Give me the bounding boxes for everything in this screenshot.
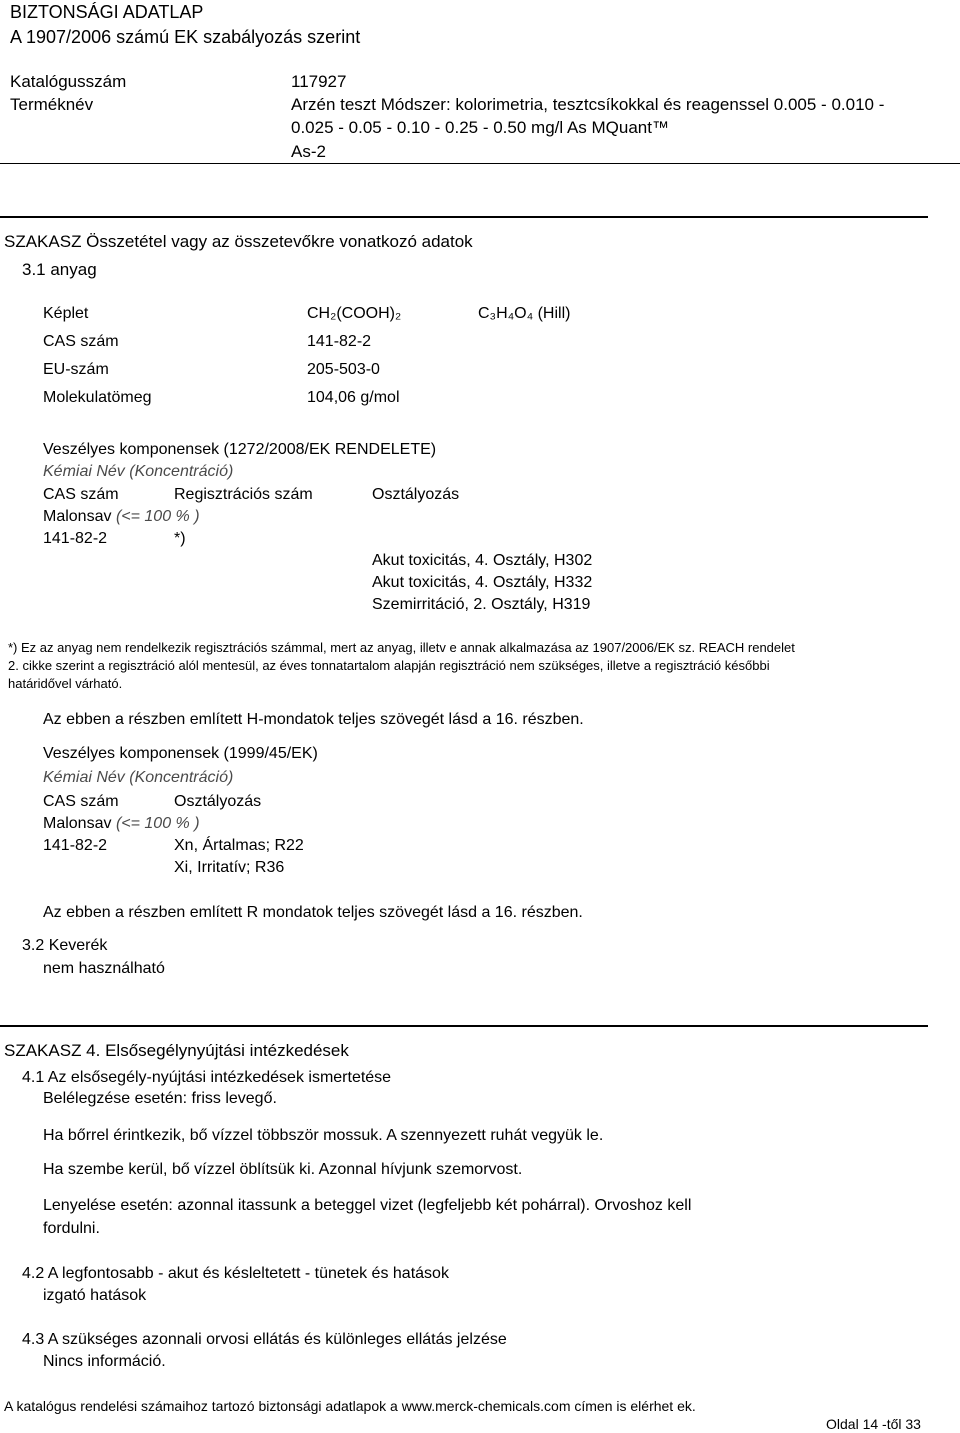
dsd-col-cas: CAS szám	[43, 793, 119, 810]
clp-col-class: Osztályozás	[372, 486, 460, 503]
ingestion-text-line1: Lenyelése esetén: azonnal itassunk a beteggel vizet (legfeljebb két pohárral). Orvoshoz kell	[43, 1197, 692, 1214]
section3-rule	[0, 216, 928, 218]
r-phrases-note: Az ebben a részben említett R mondatok teljes szövegét lásd a 16. részben.	[43, 904, 583, 921]
catalog-label: Katalógusszám	[10, 72, 127, 91]
footer-note: A katalógus rendelési számaihoz tartozó biztonsági adatlapok a www.merck-chemicals.com címen is elérhet ek.	[4, 1398, 696, 1414]
dsd-cas: 141-82-2	[43, 837, 108, 854]
dsd-heading: Veszélyes komponensek (1999/45/EK)	[43, 745, 318, 762]
cas-label: CAS szám	[43, 333, 119, 350]
section4-rule	[0, 1025, 928, 1027]
dsd-concentration: (<= 100 % )	[115, 815, 200, 832]
product-label: Terméknév	[10, 95, 94, 114]
dsd-class-1: Xn, Ártalmas; R22	[174, 837, 304, 854]
cas-value: 141-82-2	[307, 333, 372, 350]
h-statements-note: Az ebben a részben említett H-mondatok teljes szövegét lásd a 16. részben.	[43, 711, 584, 728]
formula-hill: C₃H₄O₄ (Hill)	[478, 305, 571, 322]
clp-class-2: Akut toxicitás, 4. Osztály, H332	[372, 574, 593, 591]
clp-chem-name: Kémiai Név (Koncentráció)	[43, 463, 234, 480]
product-name-line2: 0.025 - 0.05 - 0.10 - 0.25 - 0.50 mg/l As MQuant™	[291, 118, 669, 137]
dsd-substance: Malonsav	[43, 815, 112, 832]
dsd-chem-name: Kémiai Név (Koncentráció)	[43, 769, 234, 786]
skin-contact-text: Ha bőrrel érintkezik, bő vízzel többször mossuk. A szennyezett ruhát vegyük le.	[43, 1127, 604, 1144]
subsection-3-1: 3.1 anyag	[22, 260, 97, 279]
ingestion-text-line2: fordulni.	[43, 1220, 100, 1237]
clp-class-3: Szemirritáció, 2. Osztály, H319	[372, 596, 591, 613]
eu-value: 205-503-0	[307, 361, 380, 378]
header-divider	[0, 163, 960, 164]
clp-concentration: (<= 100 % )	[115, 508, 200, 525]
subsection-4-1: 4.1 Az elsősegély-nyújtási intézkedések ismertetése	[22, 1069, 392, 1086]
eye-contact-text: Ha szembe kerül, bő vízzel öblítsük ki. Azonnal hívjunk szemorvost.	[43, 1161, 523, 1178]
footnote-line-2: 2. cikke szerint a regisztráció alól mentesül, az éves tonnatartalom alapján regisztráció nem szükséges, illetve a regisztráció későbbi	[8, 658, 770, 673]
page-number: Oldal 14 -től 33	[826, 1416, 921, 1432]
product-name-line3: As-2	[291, 142, 326, 161]
formula-value: CH₂(COOH)₂	[307, 305, 402, 322]
clp-substance: Malonsav	[43, 508, 112, 525]
subsection-4-2: 4.2 A legfontosabb - akut és késleltetett - tünetek és hatások	[22, 1265, 449, 1282]
eu-label: EU-szám	[43, 361, 109, 378]
document-title: BIZTONSÁGI ADATLAP	[10, 2, 204, 22]
inhalation-text: Belélegzése esetén: friss levegő.	[43, 1090, 277, 1107]
subsection-3-2: 3.2 Keverék	[22, 937, 108, 954]
section4-heading: SZAKASZ 4. Elsősegélynyújtási intézkedések	[4, 1041, 349, 1060]
clp-reg: *)	[174, 530, 186, 547]
clp-class-1: Akut toxicitás, 4. Osztály, H302	[372, 552, 593, 569]
medical-attention-value: Nincs információ.	[43, 1353, 166, 1370]
product-name-line1: Arzén teszt Módszer: kolorimetria, tesztcsíkokkal és reagenssel 0.005 - 0.010 -	[291, 95, 885, 114]
footnote-line-3: határidővel várható.	[8, 676, 123, 691]
dsd-class-2: Xi, Irritatív; R36	[174, 859, 285, 876]
regulation-line: A 1907/2006 számú EK szabályozás szerint	[10, 27, 361, 47]
clp-col-reg: Regisztrációs szám	[174, 486, 313, 503]
section3-heading: SZAKASZ Összetétel vagy az összetevőkre vonatkozó adatok	[4, 232, 473, 251]
clp-heading: Veszélyes komponensek (1272/2008/EK RENDELETE)	[43, 441, 437, 458]
catalog-value: 117927	[291, 72, 347, 91]
footnote-line-1: *) Ez az anyag nem rendelkezik regisztrációs számmal, mert az anyag, illetv e annak alkalmazása az 1907/2006/EK sz. REACH rendelet	[8, 640, 795, 655]
dsd-col-class: Osztályozás	[174, 793, 262, 810]
formula-label: Képlet	[43, 305, 89, 322]
clp-substance-row	[43, 508, 200, 526]
dsd-substance-row	[43, 815, 200, 833]
symptoms-value: izgató hatások	[43, 1287, 147, 1304]
subsection-4-3: 4.3 A szükséges azonnali orvosi ellátás és különleges ellátás jelzése	[22, 1331, 507, 1348]
mixture-value: nem használható	[43, 960, 165, 977]
mw-value: 104,06 g/mol	[307, 389, 400, 406]
clp-cas: 141-82-2	[43, 530, 108, 547]
clp-col-cas: CAS szám	[43, 486, 119, 503]
mw-label: Molekulatömeg	[43, 389, 152, 406]
